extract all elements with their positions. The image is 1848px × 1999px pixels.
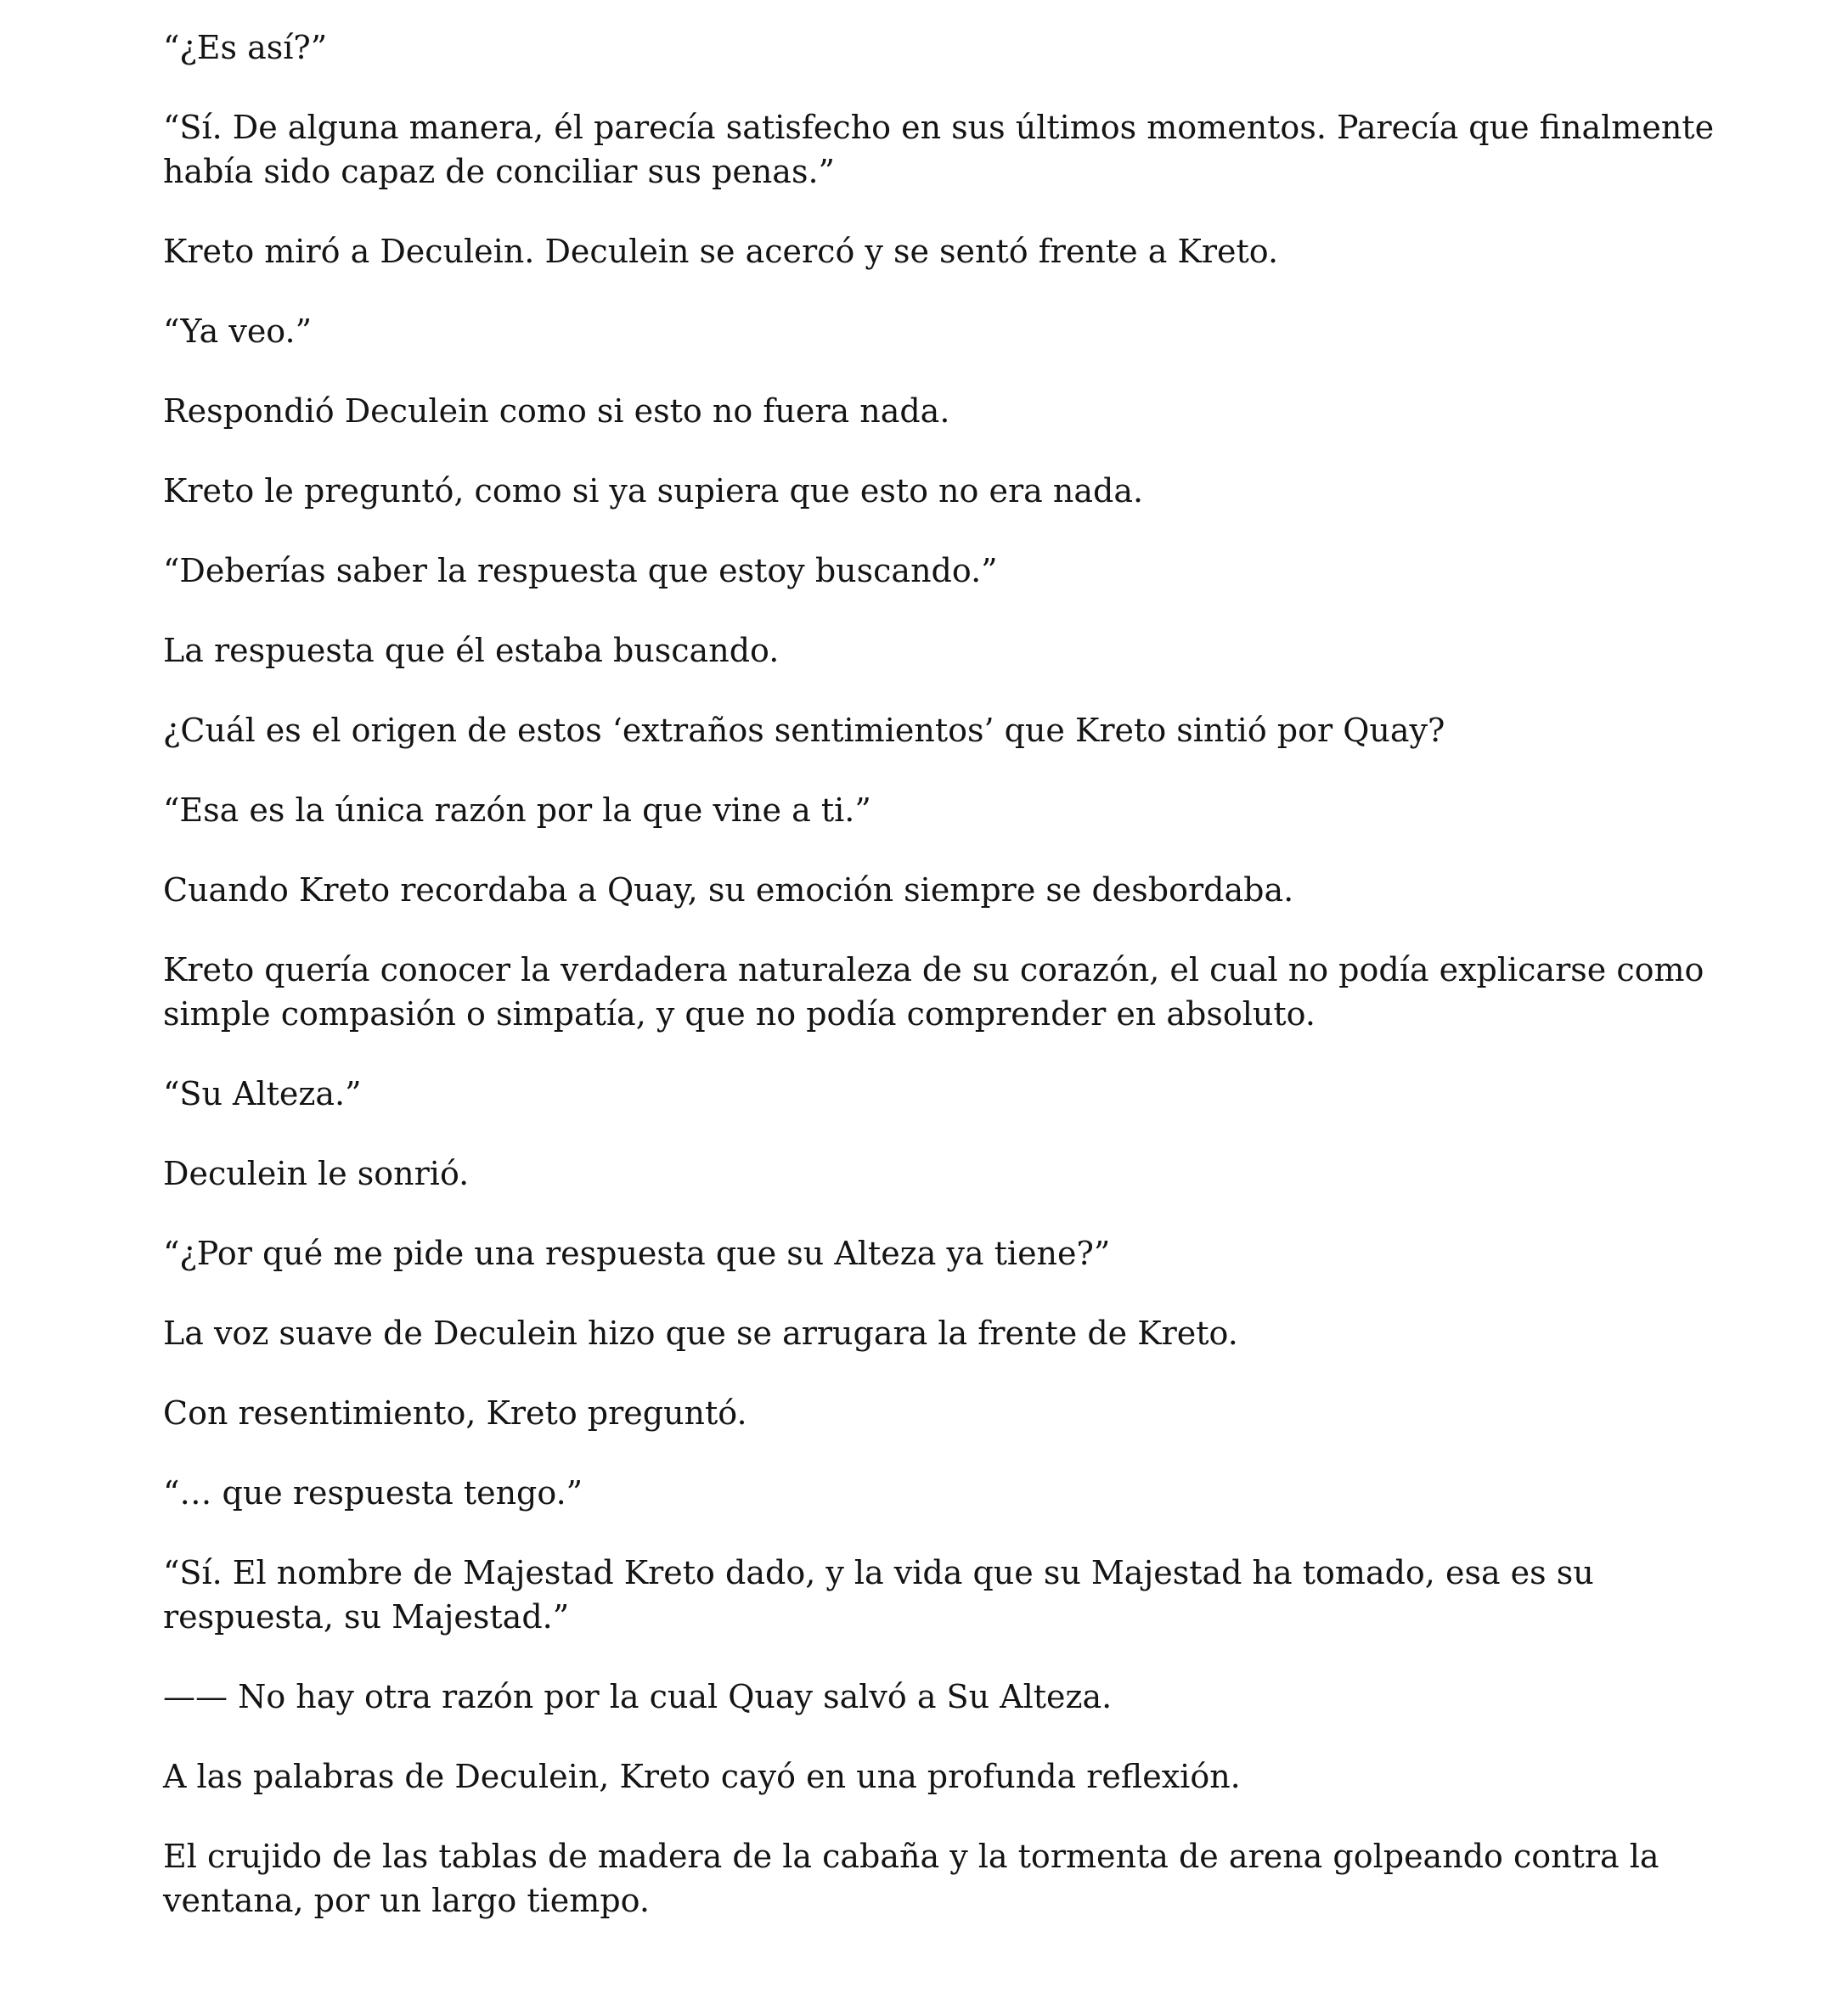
paragraph: “Sí. De alguna manera, él parecía satisfecho en sus últimos momentos. Parecía que finalmente había sido capaz de conciliar sus penas.” [163, 109, 1715, 190]
paragraph: A las palabras de Deculein, Kreto cayó en una profunda reflexión. [163, 1758, 1241, 1795]
paragraph: ¿Cuál es el origen de estos ‘extraños sentimientos’ que Kreto sintió por Quay? [163, 712, 1445, 749]
paragraph: “Ya veo.” [163, 313, 313, 350]
paragraph: “… que respuesta tengo.” [163, 1474, 583, 1512]
paragraph: “Deberías saber la respuesta que estoy buscando.” [163, 552, 998, 589]
paragraph: Con resentimiento, Kreto preguntó. [163, 1394, 747, 1432]
paragraph: “Sí. El nombre de Majestad Kreto dado, y la vida que su Majestad ha tomado, esa es su respuesta, su Majestad.” [163, 1554, 1594, 1636]
paragraph: La respuesta que él estaba buscando. [163, 632, 780, 669]
paragraph: “Esa es la única razón por la que vine a ti.” [163, 791, 871, 829]
paragraph: El crujido de las tablas de madera de la cabaña y la tormenta de arena golpeando contra la ventana, por un largo tiempo. [163, 1838, 1659, 1919]
paragraph: Deculein le sonrió. [163, 1155, 470, 1192]
paragraph: Kreto miró a Deculein. Deculein se acercó y se sentó frente a Kreto. [163, 233, 1279, 270]
paragraph: Respondió Deculein como si esto no fuera nada. [163, 392, 950, 430]
paragraph: La voz suave de Deculein hizo que se arrugara la frente de Kreto. [163, 1315, 1238, 1352]
paragraph: Cuando Kreto recordaba a Quay, su emoción siempre se desbordaba. [163, 871, 1294, 909]
paragraph: Kreto le preguntó, como si ya supiera que esto no era nada. [163, 472, 1144, 510]
paragraph: “¿Es así?” [163, 29, 328, 66]
paragraph: “Su Alteza.” [163, 1075, 362, 1112]
document-body [163, 25, 1726, 1958]
paragraph: —— No hay otra razón por la cual Quay salvó a Su Alteza. [163, 1678, 1113, 1715]
paragraph: “¿Por qué me pide una respuesta que su Alteza ya tiene?” [163, 1235, 1111, 1272]
paragraph: Kreto quería conocer la verdadera naturaleza de su corazón, el cual no podía explicarse como simple compasión o simpatía, y que no podía comprender en absoluto. [163, 951, 1704, 1033]
